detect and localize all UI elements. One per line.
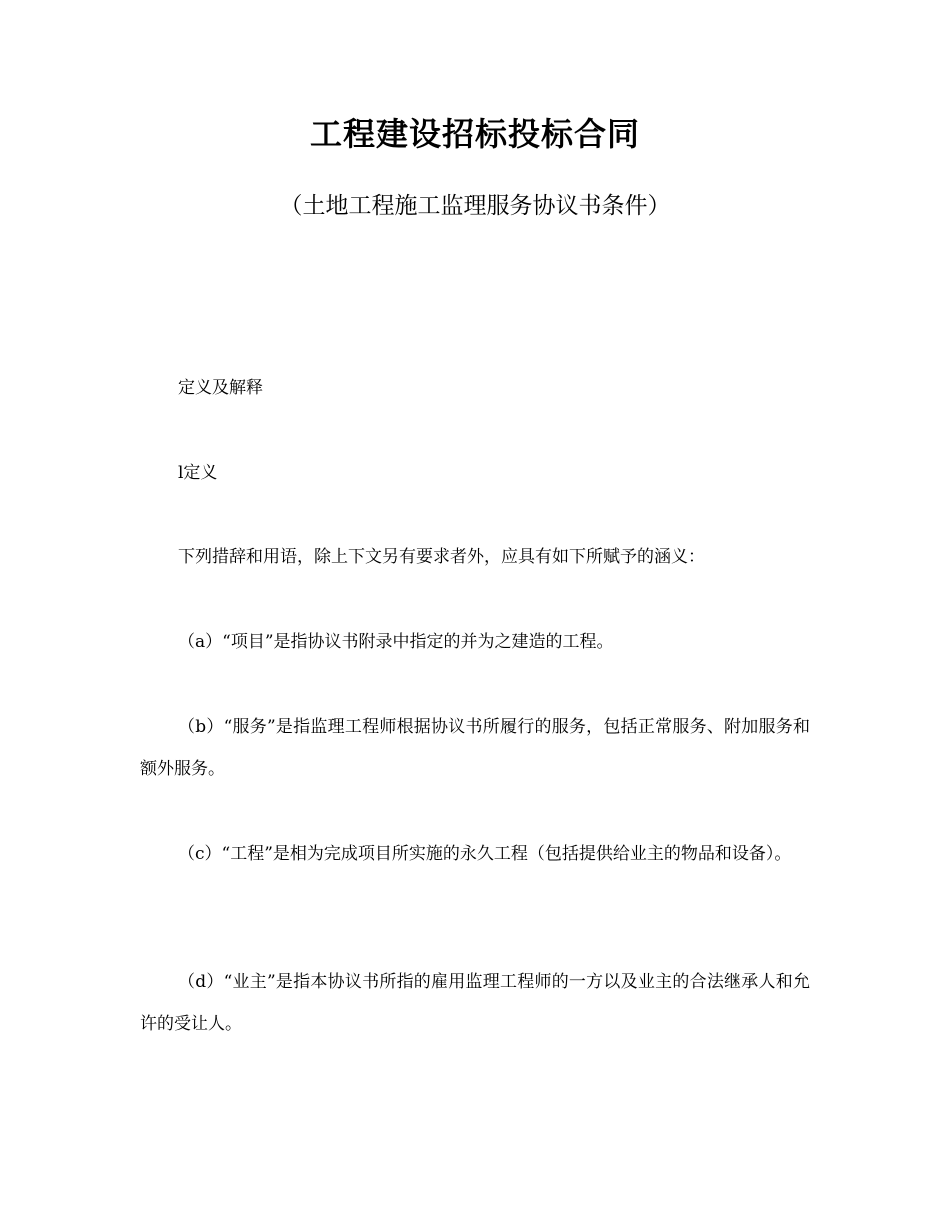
definition-item-d: （d）“业主”是指本协议书所指的雇用监理工程师的一方以及业主的合法继承人和允许的受让人。 xyxy=(140,972,810,1034)
definition-item-c: （c）“工程”是相为完成项目所实施的永久工程（包括提供给业主的物品和设备）。 xyxy=(178,844,792,864)
section-heading-definitions: 定义及解释 xyxy=(178,378,263,398)
document-title: 工程建设招标投标合同 xyxy=(309,115,640,153)
definitions-intro-paragraph: 下列措辞和用语，除上下文另有要求者外，应具有如下所赋予的涵义： xyxy=(178,547,705,567)
clause-heading-definition: l定义 xyxy=(178,463,218,483)
definition-item-b: （b）“服务”是指监理工程师根据协议书所履行的服务，包括正常服务、附加服务和额外服务。 xyxy=(140,717,810,779)
document-subtitle: （土地工程施工监理服务协议书条件） xyxy=(279,193,671,219)
definition-item-a: （a）“项目”是指协议书附录中指定的并为之建造的工程。 xyxy=(178,632,614,652)
